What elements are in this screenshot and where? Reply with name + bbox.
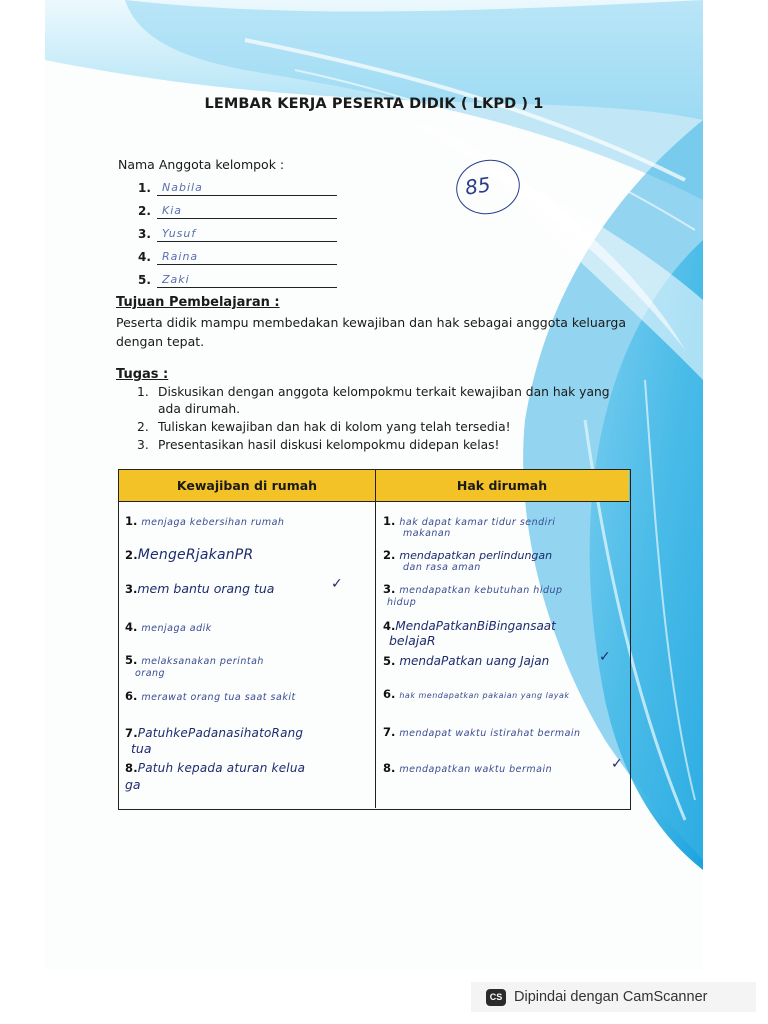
duty-item [125, 725, 303, 741]
member-underline [157, 241, 337, 242]
member-name: Zaki [162, 273, 190, 286]
duty-item [125, 513, 284, 528]
item-text: merawat orang tua saat sakit [141, 692, 296, 703]
item-number: 2. [383, 548, 396, 562]
task-number: 3. [137, 438, 149, 452]
item-number: 1. [125, 514, 138, 528]
member-number: 1. [138, 181, 151, 195]
duty-item [125, 581, 274, 596]
right-item-continuation: makanan [403, 528, 451, 539]
member-name: Kia [162, 204, 183, 217]
duty-item [125, 652, 264, 667]
member-underline [157, 264, 337, 265]
item-text: mem bantu orang tua [137, 581, 275, 596]
right-item [383, 760, 552, 775]
task-text: Tuliskan kewajiban dan hak di kolom yang telah tersedia! [158, 420, 511, 434]
right-item-continuation: dan rasa aman [403, 562, 481, 573]
member-underline [157, 287, 337, 288]
scanner-watermark [471, 982, 756, 1012]
item-number: 7. [383, 725, 396, 739]
tasks-heading: Tugas : [116, 367, 169, 382]
member-name: Nabila [162, 181, 203, 194]
member-underline [157, 218, 337, 219]
item-number: 5. [125, 653, 138, 667]
item-text: melaksanakan perintah [141, 656, 264, 667]
check-mark-icon: ✓ [611, 756, 623, 772]
score-value: 85 [463, 172, 492, 200]
item-text: hak mendapatkan pakaian yang layak [399, 691, 570, 700]
right-item [383, 618, 556, 633]
right-item [383, 653, 549, 668]
item-text: PatuhkePadanasihatoRang [137, 726, 304, 740]
duty-item [125, 760, 305, 776]
item-text: hak dapat kamar tidur sendiri [399, 517, 556, 528]
duty-item [125, 688, 296, 703]
duty-item [125, 547, 253, 563]
right-item [383, 724, 581, 739]
item-number: 6. [383, 687, 396, 701]
item-text: mendapatkan perlindungan [399, 549, 553, 562]
member-name: Raina [162, 250, 199, 263]
item-number: 4. [383, 619, 396, 633]
task-text: Presentasikan hasil diskusi kelompokmu didepan kelas! [158, 438, 500, 452]
right-item [383, 547, 552, 562]
worksheet-title: LEMBAR KERJA PESERTA DIDIK ( LKPD ) 1 [204, 96, 544, 112]
objective-text: Peserta didik mampu membedakan kewajiban dan hak sebagai anggota keluarga dengan tepat. [116, 315, 626, 349]
item-number: 8. [383, 761, 396, 775]
item-number: 3. [125, 582, 138, 596]
item-number: 5. [383, 654, 396, 668]
member-number: 5. [138, 273, 151, 287]
member-underline [157, 195, 337, 196]
members-label: Nama Anggota kelompok : [118, 157, 285, 172]
right-item-continuation: hidup [387, 597, 417, 608]
task-text: Diskusikan dengan anggota kelompokmu terkait kewajiban dan hak yang ada dirumah. [158, 385, 610, 416]
table-header-rights: Hak dirumah [375, 470, 629, 502]
item-number: 7. [125, 726, 138, 740]
check-mark-icon: ✓ [599, 649, 611, 665]
right-item [383, 513, 555, 528]
objective-heading: Tujuan Pembelajaran : [116, 295, 280, 310]
item-number: 2. [125, 548, 138, 562]
duty-item-continuation: ga [125, 777, 141, 792]
member-number: 3. [138, 227, 151, 241]
item-text: mendapat waktu istirahat bermain [399, 728, 581, 739]
worksheet-page [45, 0, 703, 970]
item-number: 8. [125, 761, 138, 775]
member-number: 4. [138, 250, 151, 264]
item-number: 4. [125, 620, 138, 634]
item-text: menjaga adik [141, 623, 212, 634]
item-text: mendapatkan kebutuhan hidup [399, 585, 563, 596]
duty-item [125, 619, 212, 634]
camscanner-logo-icon: CS [486, 989, 506, 1006]
duty-item-continuation: orang [135, 668, 166, 679]
item-number: 1. [383, 514, 396, 528]
duty-item-continuation: tua [131, 741, 152, 756]
member-name: Yusuf [162, 227, 197, 240]
item-number: 6. [125, 689, 138, 703]
item-text: Patuh kepada aturan kelua [137, 761, 306, 775]
right-item [383, 686, 570, 701]
item-text: menjaga kebersihan rumah [141, 517, 285, 528]
table-header-duties: Kewajiban di rumah [119, 470, 375, 502]
item-text: mendaPatkan uang Jajan [399, 654, 550, 668]
member-number: 2. [138, 204, 151, 218]
item-number: 3. [383, 582, 396, 596]
item-text: MengeRjakanPR [137, 547, 254, 563]
rights-duties-table [118, 469, 631, 810]
item-text: mendapatkan waktu bermain [399, 764, 553, 775]
task-number: 1. [137, 385, 149, 399]
check-mark-icon: ✓ [331, 576, 343, 592]
watermark-text: Dipindai dengan CamScanner [514, 989, 708, 1005]
table-column-divider [375, 470, 376, 808]
right-item [383, 581, 563, 596]
task-number: 2. [137, 420, 149, 434]
right-item-continuation: belajaR [389, 633, 436, 648]
item-text: MendaPatkanBiBingansaat [395, 619, 556, 633]
